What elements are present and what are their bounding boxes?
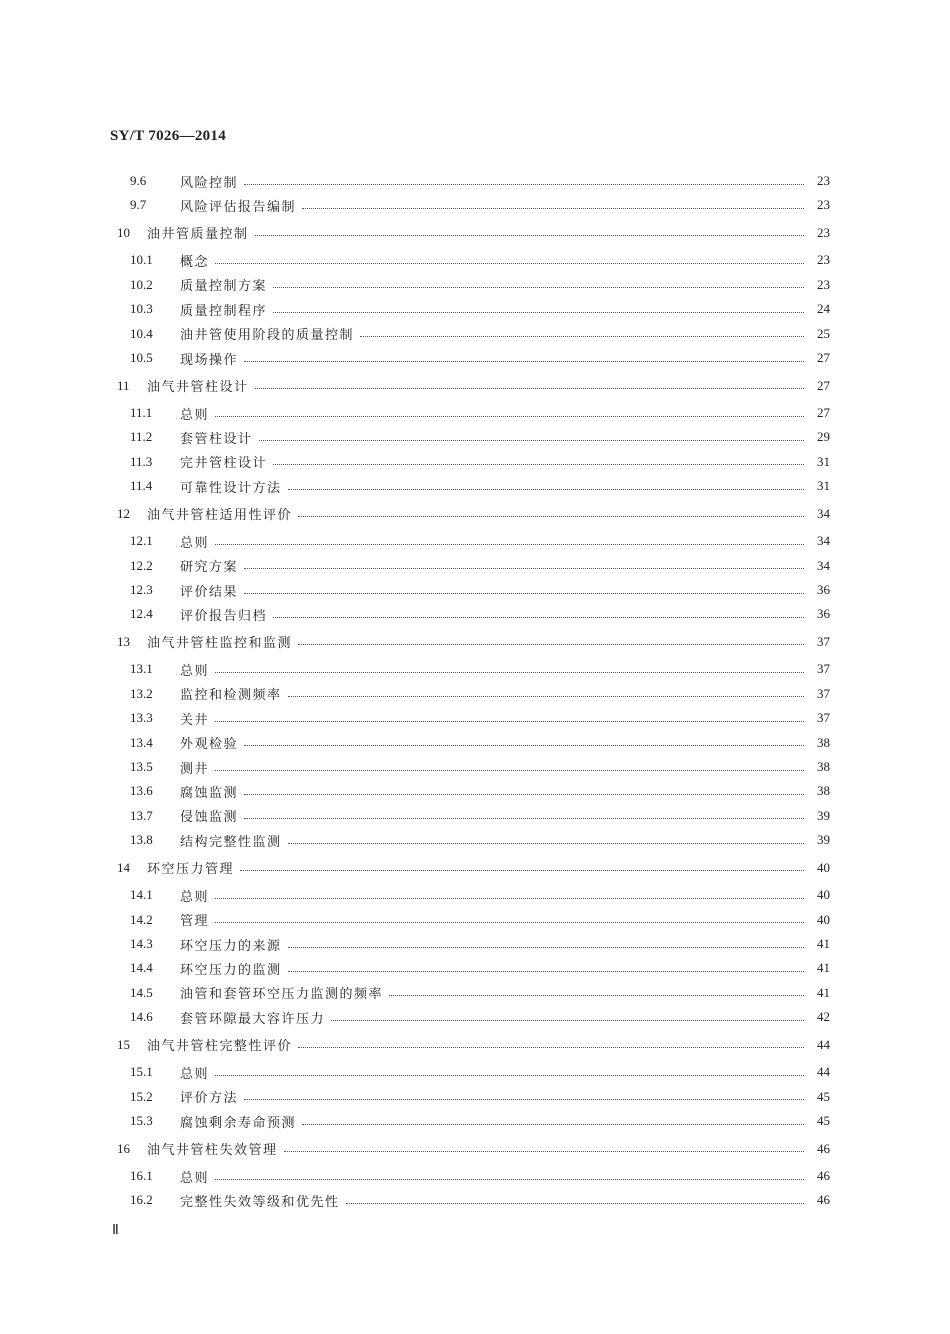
toc-section-row [0, 829, 950, 851]
toc-entry-number: 13.4 [130, 734, 153, 750]
toc-section-row [0, 249, 950, 271]
toc-entry-number: 15.2 [130, 1088, 153, 1104]
toc-entry-title: 环空压力的监测 [180, 962, 282, 978]
toc-entry-page: 40 [817, 887, 830, 903]
toc-entry-title: 质量控制程序 [180, 303, 268, 319]
toc-entry-title: 外观检验 [180, 737, 239, 753]
toc-entry-title: 环空压力管理 [147, 862, 235, 878]
toc-chapter-row [0, 631, 950, 653]
toc-entry-page: 34 [817, 557, 830, 573]
toc-section-row [0, 909, 950, 931]
toc-entry-title: 概念 [180, 254, 210, 270]
toc-entry-title: 腐蚀剩余寿命预测 [180, 1115, 297, 1131]
toc-entry-page: 46 [817, 1140, 830, 1156]
toc-section-row [0, 402, 950, 424]
toc-section-row [0, 1110, 950, 1132]
toc-entry-number: 14 [117, 859, 130, 875]
toc-entry-number: 13.8 [130, 832, 153, 848]
toc-entry-title: 油井管质量控制 [147, 227, 249, 243]
toc-entry-page: 44 [817, 1036, 830, 1052]
toc-section-row [0, 683, 950, 705]
toc-entry-page: 39 [817, 832, 830, 848]
toc-dot-leader [215, 770, 804, 771]
toc-entry-title: 质量控制方案 [180, 279, 268, 295]
toc-section-row [0, 530, 950, 552]
toc-dot-leader [273, 464, 804, 465]
toc-entry-title: 环空压力的来源 [180, 938, 282, 954]
toc-chapter-row [0, 222, 950, 244]
toc-dot-leader [255, 235, 804, 236]
toc-entry-page: 27 [817, 405, 830, 420]
toc-entry-number: 11.3 [130, 453, 153, 469]
toc-entry-page: 34 [817, 505, 830, 521]
toc-entry-number: 10.4 [130, 325, 153, 341]
toc-section-row [0, 658, 950, 680]
toc-dot-leader [288, 843, 804, 844]
toc-entry-number: 16.1 [130, 1168, 153, 1183]
toc-dot-leader [302, 1124, 804, 1125]
toc-entry-page: 37 [817, 710, 830, 726]
toc-dot-leader [215, 1075, 804, 1076]
toc-entry-page: 41 [817, 960, 830, 976]
toc-entry-page: 40 [817, 911, 830, 927]
toc-entry-number: 14.6 [130, 1009, 153, 1025]
toc-chapter-row [0, 1034, 950, 1056]
toc-dot-leader [215, 263, 804, 264]
toc-entry-number: 11.2 [130, 429, 153, 445]
toc-section-row [0, 1086, 950, 1108]
toc-entry-number: 13 [117, 633, 130, 649]
page-number: Ⅱ [112, 1223, 119, 1238]
toc-entry-title: 完井管柱设计 [180, 456, 268, 472]
toc-dot-leader [298, 516, 804, 517]
toc-dot-leader [244, 794, 804, 795]
toc-dot-leader [259, 440, 804, 441]
toc-entry-title: 关井 [180, 712, 210, 728]
toc-dot-leader [255, 388, 804, 389]
toc-entry-title: 总则 [180, 407, 210, 423]
toc-entry-page: 27 [817, 350, 830, 365]
toc-entry-page: 34 [817, 533, 830, 549]
toc-entry-page: 27 [817, 377, 830, 393]
toc-entry-number: 16.2 [130, 1192, 153, 1208]
toc-entry-number: 11.4 [130, 478, 153, 494]
toc-section-row [0, 732, 950, 754]
toc-entry-number: 15.1 [130, 1064, 153, 1080]
toc-entry-title: 油气井管柱监控和监测 [147, 636, 293, 652]
toc-entry-title: 测井 [180, 761, 210, 777]
toc-section-row [0, 170, 950, 192]
toc-entry-title: 评价方法 [180, 1091, 239, 1107]
toc-dot-leader [215, 544, 804, 545]
toc-dot-leader [244, 818, 804, 819]
toc-dot-leader [298, 644, 804, 645]
toc-dot-leader [244, 1099, 804, 1100]
toc-entry-page: 44 [817, 1064, 830, 1080]
toc-entry-title: 侵蚀监测 [180, 810, 239, 826]
toc-dot-leader [215, 416, 804, 417]
toc-section-row [0, 475, 950, 497]
toc-section-row [0, 1061, 950, 1083]
toc-section-row [0, 982, 950, 1004]
toc-entry-number: 13.7 [130, 807, 153, 823]
toc-entry-title: 套管柱设计 [180, 431, 253, 447]
toc-section-row [0, 933, 950, 955]
toc-dot-leader [215, 721, 804, 722]
toc-section-row [0, 1165, 950, 1187]
toc-section-row [0, 194, 950, 216]
toc-dot-leader [244, 593, 804, 594]
toc-entry-title: 油气井管柱适用性评价 [147, 508, 293, 524]
toc-dot-leader [244, 361, 804, 362]
toc-entry-page: 46 [817, 1168, 830, 1183]
toc-entry-number: 14.5 [130, 984, 153, 1000]
toc-entry-number: 12.1 [130, 533, 153, 549]
toc-section-row [0, 323, 950, 345]
toc-section-row [0, 555, 950, 577]
toc-dot-leader [346, 1203, 804, 1204]
toc-entry-page: 41 [817, 936, 830, 951]
toc-entry-title: 评价结果 [180, 584, 239, 600]
toc-entry-page: 23 [817, 224, 830, 240]
toc-dot-leader [288, 947, 804, 948]
toc-dot-leader [244, 745, 804, 746]
toc-entry-title: 完整性失效等级和优先性 [180, 1194, 340, 1210]
toc-dot-leader [215, 898, 804, 899]
toc-entry-title: 风险评估报告编制 [180, 199, 297, 215]
toc-section-row [0, 957, 950, 979]
toc-section-row [0, 780, 950, 802]
toc-entry-title: 油管和套管环空压力监测的频率 [180, 987, 384, 1003]
toc-section-row [0, 603, 950, 625]
toc-entry-page: 41 [817, 984, 830, 1000]
toc-entry-number: 12.2 [130, 557, 153, 573]
toc-entry-number: 14.4 [130, 960, 153, 976]
toc-section-row [0, 805, 950, 827]
toc-entry-page: 46 [817, 1192, 830, 1208]
toc-section-row [0, 756, 950, 778]
toc-section-row [0, 884, 950, 906]
toc-entry-number: 13.1 [130, 661, 153, 677]
toc-entry-title: 风险控制 [180, 175, 239, 191]
toc-entry-number: 13.3 [130, 710, 153, 726]
toc-entry-number: 11 [117, 377, 130, 393]
toc-entry-title: 结构完整性监测 [180, 834, 282, 850]
toc-entry-number: 10.2 [130, 276, 153, 292]
toc-dot-leader [284, 1151, 804, 1152]
toc-entry-number: 13.6 [130, 783, 153, 799]
toc-entry-number: 15 [117, 1036, 130, 1052]
toc-dot-leader [389, 995, 804, 996]
toc-entry-page: 23 [817, 197, 830, 213]
toc-section-row [0, 1006, 950, 1028]
toc-entry-title: 油气井管柱设计 [147, 380, 249, 395]
toc-entry-page: 39 [817, 807, 830, 823]
toc-entry-title: 油井管使用阶段的质量控制 [180, 328, 355, 344]
document-code: SY/T 7026—2014 [110, 128, 227, 144]
toc-section-row [0, 707, 950, 729]
toc-entry-page: 38 [817, 759, 830, 774]
toc-entry-number: 10.5 [130, 350, 153, 365]
toc-dot-leader [240, 870, 804, 871]
toc-dot-leader [244, 568, 804, 569]
toc-entry-page: 45 [817, 1088, 830, 1104]
toc-dot-leader [288, 489, 804, 490]
toc-entry-title: 现场操作 [180, 352, 239, 368]
toc-entry-title: 总则 [180, 1066, 210, 1082]
toc-entry-number: 13.2 [130, 685, 153, 701]
toc-entry-page: 40 [817, 859, 830, 875]
toc-entry-page: 37 [817, 661, 830, 677]
toc-entry-number: 10 [117, 224, 130, 240]
toc-entry-title: 总则 [180, 663, 210, 679]
toc-entry-title: 总则 [180, 889, 210, 905]
toc-dot-leader [215, 1179, 804, 1180]
toc-entry-page: 29 [817, 429, 830, 445]
toc-entry-page: 25 [817, 325, 830, 341]
toc-entry-page: 45 [817, 1113, 830, 1128]
toc-entry-number: 14.3 [130, 936, 153, 951]
toc-entry-page: 23 [817, 173, 830, 188]
toc-entry-number: 10.1 [130, 252, 153, 268]
toc-entry-page: 23 [817, 252, 830, 268]
toc-entry-title: 套管环隙最大容许压力 [180, 1011, 326, 1027]
toc-entry-page: 31 [817, 453, 830, 469]
toc-entry-title: 管理 [180, 914, 210, 930]
toc-section-row [0, 1189, 950, 1211]
toc-dot-leader [288, 971, 804, 972]
toc-dot-leader [244, 184, 804, 185]
toc-entry-page: 23 [817, 276, 830, 292]
toc-entry-number: 9.7 [130, 197, 147, 213]
toc-dot-leader [215, 922, 804, 923]
toc-dot-leader [298, 1047, 804, 1048]
toc-section-row [0, 426, 950, 448]
toc-dot-leader [331, 1020, 804, 1021]
toc-entry-title: 腐蚀监测 [180, 785, 239, 801]
toc-entry-page: 36 [817, 582, 830, 597]
toc-section-row [0, 451, 950, 473]
toc-entry-number: 15.3 [130, 1113, 153, 1128]
toc-section-row [0, 298, 950, 320]
toc-entry-title: 总则 [180, 1170, 210, 1186]
toc-dot-leader [302, 208, 804, 209]
toc-section-row [0, 274, 950, 296]
toc-section-row [0, 347, 950, 369]
toc-dot-leader [288, 696, 804, 697]
toc-entry-number: 14.1 [130, 887, 153, 903]
toc-entry-page: 37 [817, 633, 830, 649]
toc-dot-leader [273, 617, 804, 618]
toc-entry-number: 13.5 [130, 759, 153, 774]
toc-dot-leader [360, 336, 804, 337]
toc-chapter-row [0, 1138, 950, 1160]
toc-entry-number: 9.6 [130, 173, 147, 188]
toc-entry-page: 38 [817, 734, 830, 750]
toc-section-row [0, 579, 950, 601]
toc-entry-number: 12 [117, 505, 130, 521]
toc-entry-page: 37 [817, 685, 830, 701]
toc-entry-page: 31 [817, 478, 830, 494]
toc-entry-title: 可靠性设计方法 [180, 480, 282, 496]
toc-entry-number: 10.3 [130, 301, 153, 317]
toc-chapter-row [0, 503, 950, 525]
toc-dot-leader [273, 287, 804, 288]
toc-entry-number: 14.2 [130, 911, 153, 927]
toc-entry-page: 36 [817, 606, 830, 622]
toc-entry-number: 12.3 [130, 582, 153, 597]
toc-entry-title: 研究方案 [180, 560, 239, 576]
toc-entry-page: 24 [817, 301, 830, 317]
toc-entry-page: 38 [817, 783, 830, 799]
toc-entry-title: 评价报告归档 [180, 608, 268, 624]
toc-dot-leader [215, 672, 804, 673]
toc-dot-leader [273, 312, 804, 313]
toc-entry-number: 12.4 [130, 606, 153, 622]
toc-entry-title: 油气井管柱失效管理 [147, 1143, 278, 1158]
toc-entry-title: 油气井管柱完整性评价 [147, 1039, 293, 1055]
toc-chapter-row [0, 857, 950, 879]
toc-entry-number: 16 [117, 1140, 130, 1156]
toc-entry-page: 42 [817, 1009, 830, 1025]
toc-entry-title: 监控和检测频率 [180, 688, 282, 704]
toc-chapter-row [0, 375, 950, 397]
toc-entry-title: 总则 [180, 535, 210, 551]
toc-entry-number: 11.1 [130, 405, 153, 420]
